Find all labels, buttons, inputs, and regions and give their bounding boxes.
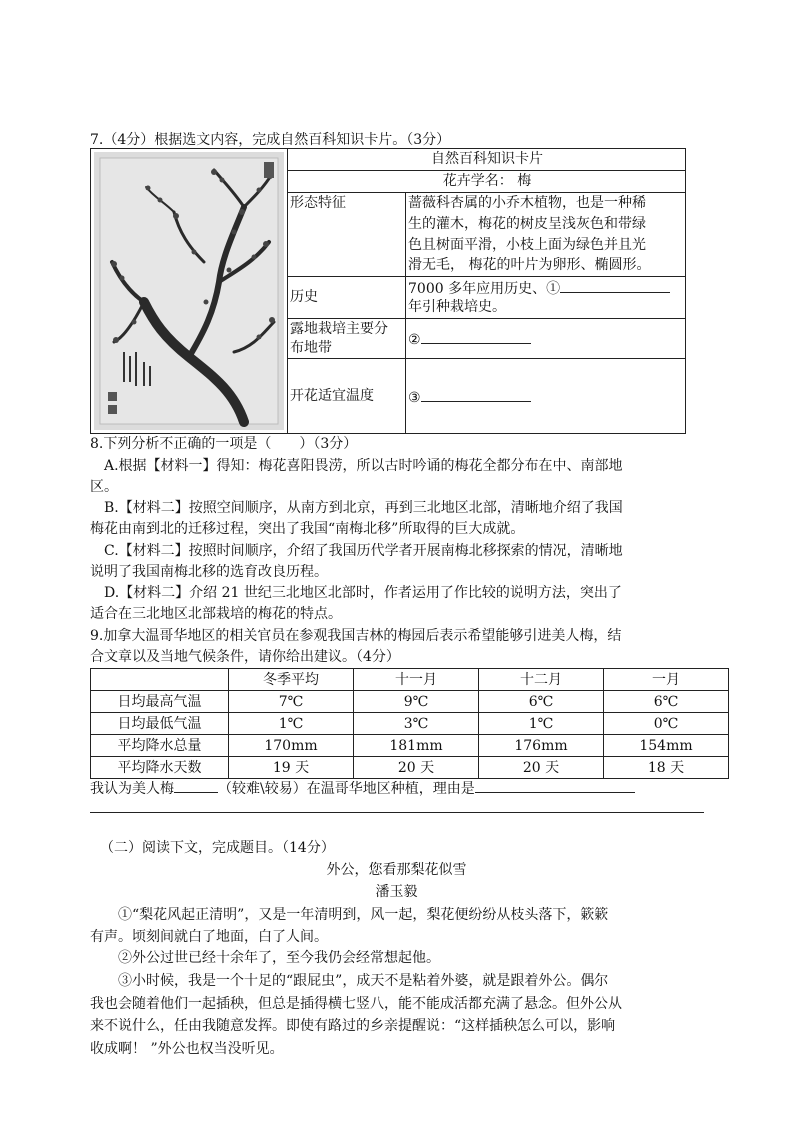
table-header-cell: 冬季平均 <box>229 669 354 691</box>
table-cell: 154mm <box>604 735 729 757</box>
paragraph-line: 有声。顷刻间就白了地面，白了人间。 <box>90 929 328 945</box>
q8-option-line: 区。 <box>90 479 118 495</box>
row-label-temperature: 开花适宜温度 <box>290 388 374 404</box>
row-label-distribution: 露地栽培主要分 <box>290 321 388 337</box>
row-content-line: 年引种栽培史。 <box>408 299 506 315</box>
paragraph-line: ①“梨花风起正清明”，又是一年清明到，风一起，梨花便纷纷从枝头落下，簌簌 <box>118 907 609 923</box>
table-cell: 176mm <box>479 735 604 757</box>
q9-answer-line <box>90 776 635 799</box>
blank-marker-3: ③ <box>408 390 421 406</box>
table-cell: 9℃ <box>354 691 479 713</box>
q8-stem: 8.下列分析不正确的一项是（ ）（3分） <box>90 436 358 452</box>
table-cell: 1℃ <box>479 713 604 735</box>
table-row <box>91 691 729 713</box>
paragraph-line: 收成啊！ ”外公也权当没听见。 <box>90 1041 284 1057</box>
table-cell: 181mm <box>354 735 479 757</box>
table-cell: 3℃ <box>354 713 479 735</box>
article-title: 外公，您看那梨花似雪 <box>326 862 467 878</box>
paragraph-line: 我也会随着他们一起插秧，但总是插得横七竖八，能不能成活都充满了悬念。但外公从 <box>90 996 622 1012</box>
row-content-line: 生的灌木，梅花的树皮呈浅灰色和带绿 <box>408 216 646 232</box>
table-row-head: 平均降水天数 <box>91 757 229 779</box>
answer-rule <box>90 812 704 813</box>
table-row <box>91 713 729 735</box>
card-subtitle: 花卉学名： 梅 <box>442 173 532 189</box>
row-label-history: 历史 <box>290 289 318 305</box>
q8-option-line: B.【材料二】按照空间顺序，从南方到北京，再到三北地区北部，清晰地介绍了我国 <box>104 500 623 516</box>
row-content-line: 蔷薇科杏属的小乔木植物，也是一种稀 <box>408 195 646 211</box>
q8-option-line: A.根据【材料一】得知：梅花喜阳畏涝，所以古时吟诵的梅花全都分布在中、南部地 <box>104 458 623 474</box>
plum-blossom-painting <box>94 152 284 430</box>
table-cell: 18 天 <box>604 757 729 779</box>
table-cell: 0℃ <box>604 713 729 735</box>
row-content-line <box>408 327 531 351</box>
row-content-line: 滑无毛， 梅花的叶片为卵形、椭圆形。 <box>408 257 651 273</box>
paragraph-line: ③小时候，我是一个十足的“跟屁虫”，成天不是粘着外婆，就是跟着外公。偶尔 <box>118 973 609 989</box>
table-header-cell: 十一月 <box>354 669 479 691</box>
q8-option-line: 适合在三北地区北部栽培的梅花的特点。 <box>90 606 342 622</box>
table-header-row <box>91 669 729 691</box>
article-author: 潘玉毅 <box>375 884 418 900</box>
table-cell: 170mm <box>229 735 354 757</box>
knowledge-card <box>90 148 686 434</box>
answer-prefix: 我认为美人梅 <box>90 781 174 797</box>
blank-marker-2: ② <box>408 332 421 348</box>
q7-stem: 7.（4分）根据选文内容，完成自然百科知识卡片。（3分） <box>90 132 451 148</box>
table-row <box>91 735 729 757</box>
answer-blank-3[interactable] <box>421 385 531 402</box>
table-header-cell: 一月 <box>604 669 729 691</box>
q8-option-line: C.【材料二】按照时间顺序，介绍了我国历代学者开展南梅北移探索的情况，清晰地 <box>104 543 623 559</box>
table-header-cell <box>91 669 229 691</box>
card-line <box>405 192 406 434</box>
row-label-distribution: 布地带 <box>290 340 332 356</box>
paragraph-line: ②外公过世已经十余年了，至今我仍会经常想起他。 <box>118 950 440 966</box>
card-line <box>288 358 686 359</box>
answer-middle: （较难\较易）在温哥华地区种植，理由是 <box>218 781 475 797</box>
answer-blank-1[interactable] <box>560 276 670 293</box>
q9-stem-line: 9.加拿大温哥华地区的相关官员在参观我国吉林的梅园后表示希望能够引进美人梅，结 <box>90 628 622 644</box>
history-text: 7000 多年应用历史、① <box>408 281 561 297</box>
paragraph-line: 来不说什么，任由我随意发挥。即使有路过的乡亲提醒说：“这样插秧怎么可以，影响 <box>90 1018 616 1034</box>
answer-blank-2[interactable] <box>421 327 531 344</box>
part2-heading: （二）阅读下文，完成题目。（14分） <box>100 840 335 856</box>
table-header-cell: 十二月 <box>479 669 604 691</box>
q9-stem-line: 合文章以及当地气候条件，请你给出建议。（4分） <box>90 649 400 665</box>
table-cell: 7℃ <box>229 691 354 713</box>
table-row-head: 平均降水总量 <box>91 735 229 757</box>
q8-option-line: 梅花由南到北的迁移过程，突出了我国“南梅北移”所取得的巨大成就。 <box>90 521 525 537</box>
table-cell: 20 天 <box>354 757 479 779</box>
table-cell: 20 天 <box>479 757 604 779</box>
row-content-line <box>408 385 531 409</box>
table-row-head: 日均最高气温 <box>91 691 229 713</box>
q8-option-line: D.【材料二】介绍 21 世纪三北地区北部时，作者运用了作比较的说明方法，突出了 <box>104 585 622 601</box>
row-content-line: 色且树面平滑，小枝上面为绿色并且光 <box>408 237 646 253</box>
table-cell: 1℃ <box>229 713 354 735</box>
q8-option-line: 说明了我国南梅北移的选育改良历程。 <box>90 564 328 580</box>
table-row-head: 日均最低气温 <box>91 713 229 735</box>
row-label-morphology: 形态特征 <box>290 195 346 211</box>
table-cell: 6℃ <box>479 691 604 713</box>
climate-table <box>90 668 729 779</box>
table-cell: 6℃ <box>604 691 729 713</box>
answer-blank-reason[interactable] <box>475 776 635 793</box>
card-title: 自然百科知识卡片 <box>431 151 543 167</box>
table-cell: 19 天 <box>229 757 354 779</box>
answer-blank-choice[interactable] <box>174 776 218 793</box>
